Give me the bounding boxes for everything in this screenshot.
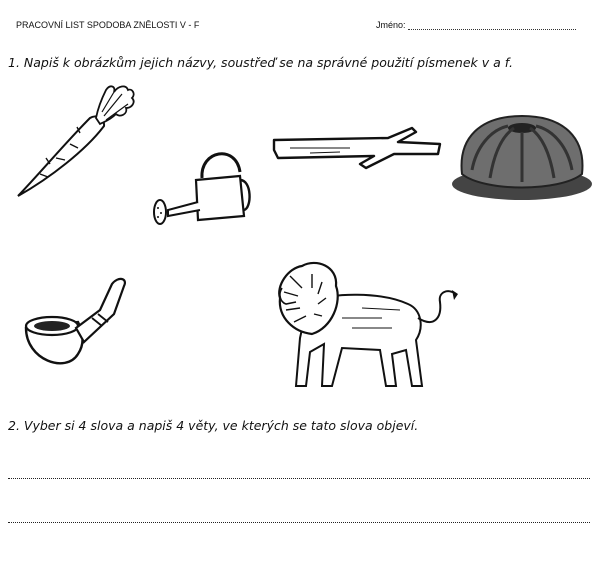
name-field-line[interactable]	[408, 29, 576, 30]
carrot-icon	[10, 78, 140, 203]
name-label: Jméno:	[376, 20, 406, 30]
task-1-instruction: 1. Napiš k obrázkům jejich názvy, soustřeď se na správné použití písmenek v a f.	[8, 55, 513, 70]
bundt-cake-icon	[450, 108, 594, 204]
writing-line-1[interactable]	[8, 478, 590, 479]
watering-can-icon	[148, 136, 258, 228]
lion-icon	[272, 258, 460, 398]
writing-line-2[interactable]	[8, 522, 590, 523]
worksheet-title: PRACOVNÍ LIST SPODOBA ZNĚLOSTI V - F	[16, 20, 200, 30]
task-2-instruction: 2. Vyber si 4 slova a napiš 4 věty, ve kterých se tato slova objeví.	[8, 418, 419, 433]
branch-icon	[270, 124, 446, 176]
pipe-icon	[16, 270, 132, 378]
